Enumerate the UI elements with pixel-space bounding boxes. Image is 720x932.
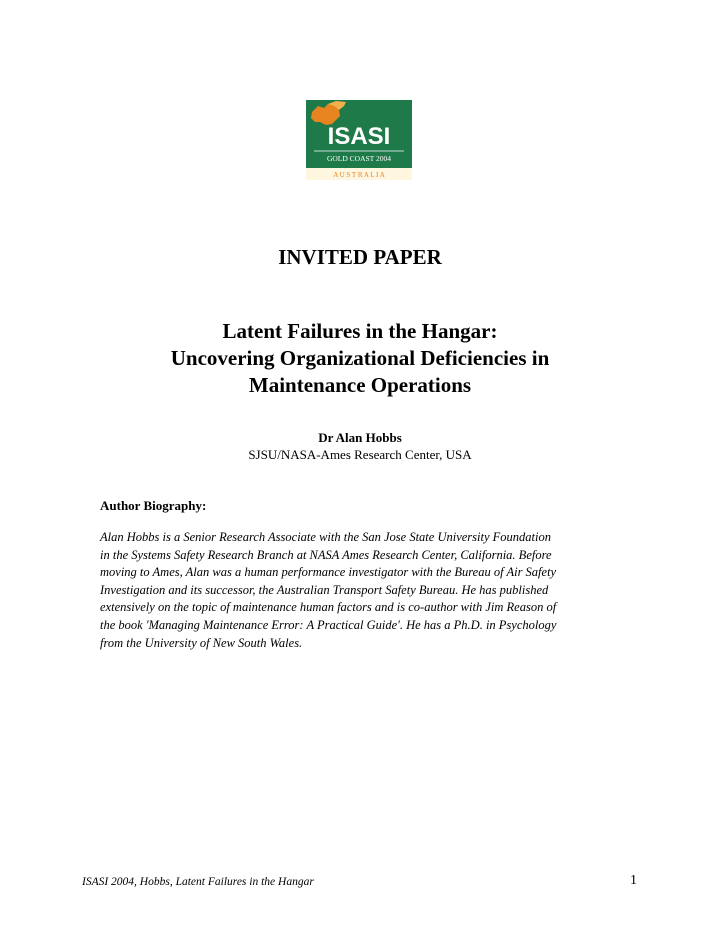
biography-line: in the Systems Safety Research Branch at NASA Ames Research Center, California. Before — [100, 547, 552, 562]
title-line: Latent Failures in the Hangar: — [222, 319, 498, 343]
biography-text — [100, 529, 630, 652]
biography-label: Author Biography: — [100, 498, 207, 513]
biography-line: extensively on the topic of maintenance human factors and is co-author with Jim Reason of — [100, 600, 557, 615]
biography-line: moving to Ames, Alan was a human performance investigator with the Bureau of Air Safety — [100, 565, 557, 580]
logo-main-text: ISASI — [327, 123, 391, 150]
biography-line: the book 'Managing Maintenance Error: A Practical Guide'. He has a Ph.D. in Psychology — [100, 617, 557, 632]
paper-type-heading: INVITED PAPER — [278, 245, 442, 269]
isasi-logo — [306, 100, 412, 180]
paper-title — [0, 318, 720, 399]
title-line: Maintenance Operations — [248, 373, 472, 397]
logo-country-text: A U S T R A L I A — [333, 171, 385, 179]
logo-sub-text: GOLD COAST 2004 — [326, 154, 392, 163]
page-number: 1 — [630, 873, 637, 888]
biography-line: from the University of New South Wales. — [100, 635, 303, 650]
footer-citation: ISASI 2004, Hobbs, Latent Failures in the Hangar — [82, 876, 314, 888]
title-line: Uncovering Organizational Deficiencies in — [170, 346, 550, 370]
author-name: Dr Alan Hobbs — [318, 430, 402, 445]
biography-line: Investigation and its successor, the Australian Transport Safety Bureau. He has published — [100, 582, 549, 597]
author-affiliation: SJSU/NASA-Ames Research Center, USA — [248, 447, 472, 462]
biography-line: Alan Hobbs is a Senior Research Associate with the San Jose State University Foundation — [100, 530, 551, 544]
